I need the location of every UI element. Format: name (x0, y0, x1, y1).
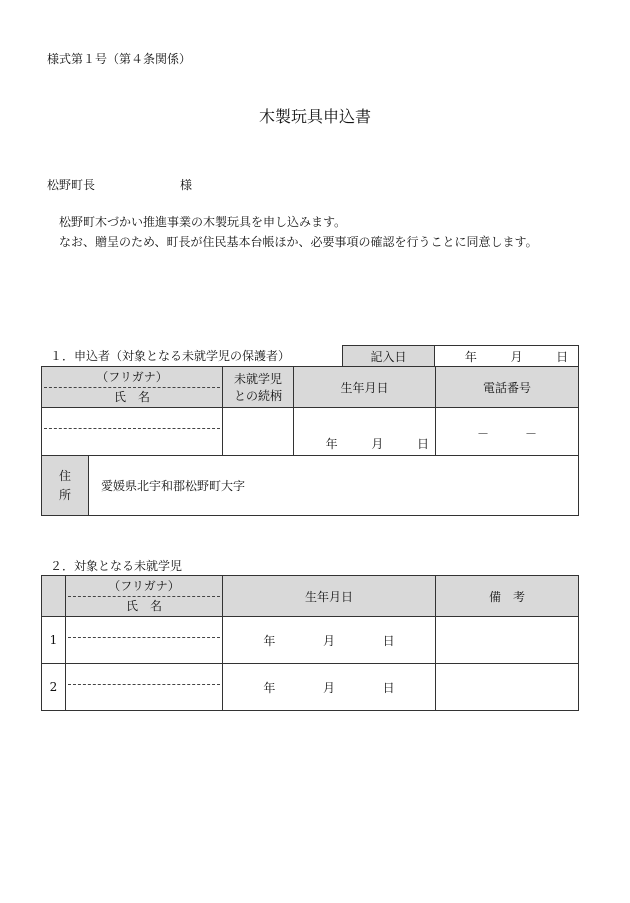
remarks-header: 備 考 (436, 576, 579, 617)
section1-title: １．申込者（対象となる未就学児の保護者） (50, 349, 291, 363)
child-name-field[interactable] (66, 664, 223, 711)
table-row (42, 664, 579, 711)
child-birth-month: 月 (322, 680, 335, 695)
address-value: 愛媛県北宇和郡松野町大字 (101, 479, 246, 493)
form-number: 様式第１号（第４条関係） (47, 52, 192, 66)
relation-label-line1: 未就学児 (233, 372, 282, 386)
relation-label-line2: との続柄 (233, 389, 282, 403)
applicant-birth-year: 年 (325, 437, 338, 451)
address-label-line1: 住 (58, 468, 71, 483)
child-birthdate-field[interactable] (223, 664, 436, 711)
child-birth-day: 日 (382, 633, 395, 648)
applicant-birth-day: 日 (416, 437, 429, 451)
child-birth-year: 年 (263, 680, 276, 695)
child-furigana-line (68, 664, 220, 685)
applicant-name-field[interactable] (42, 408, 223, 456)
applicant-name-header (42, 367, 223, 408)
address-label-line2: 所 (58, 487, 71, 502)
section2-title: ２．対象となる未就学児 (50, 559, 183, 573)
applicant-table (41, 366, 579, 516)
row-number: 1 (42, 617, 66, 664)
remarks-field[interactable] (436, 664, 579, 711)
entry-date-label: 記入日 (343, 346, 435, 367)
applicant-furigana-line (44, 408, 220, 429)
child-name-field[interactable] (66, 617, 223, 664)
child-birth-day: 日 (382, 680, 395, 695)
child-birthdate-header: 生年月日 (223, 576, 436, 617)
child-name-label: 氏 名 (125, 598, 162, 613)
relation-header (223, 367, 294, 408)
entry-date-field[interactable] (435, 346, 579, 367)
address-field[interactable] (89, 456, 579, 516)
child-furigana-line (68, 617, 220, 638)
remarks-field[interactable] (436, 617, 579, 664)
child-birth-month: 月 (322, 633, 335, 648)
birthdate-header: 生年月日 (294, 367, 436, 408)
table-row (42, 617, 579, 664)
child-birthdate-field[interactable] (223, 617, 436, 664)
document-title: 木製玩具申込書 (258, 107, 371, 126)
row-number: 2 (42, 664, 66, 711)
phone-separator: － － (476, 427, 537, 441)
phone-header: 電話番号 (436, 367, 579, 408)
applicant-birthdate-field[interactable] (294, 408, 436, 456)
entry-date-table (342, 345, 579, 367)
applicant-furigana-label: （フリガナ） (44, 368, 220, 388)
phone-field[interactable] (436, 408, 579, 456)
entry-date-year: 年 (464, 349, 477, 364)
entry-date-day: 日 (556, 349, 569, 364)
number-header (42, 576, 66, 617)
addressee (47, 176, 193, 193)
child-furigana-label: （フリガナ） (68, 577, 220, 597)
applicant-birth-month: 月 (371, 437, 384, 451)
child-birth-year: 年 (263, 633, 276, 648)
address-label (42, 456, 89, 516)
relation-field[interactable] (223, 408, 294, 456)
addressee-honorific: 様 (180, 178, 193, 192)
children-table (41, 575, 579, 711)
addressee-name: 松野町長 (47, 178, 96, 192)
body-paragraph-1: 松野町木づかい推進事業の木製玩具を申し込みます。 (59, 215, 347, 229)
body-text (47, 212, 577, 252)
entry-date-month: 月 (510, 349, 523, 364)
applicant-name-label: 氏 名 (113, 389, 150, 404)
body-paragraph-2: なお、贈呈のため、町長が住民基本台帳ほか、必要事項の確認を行うことに同意します。 (59, 235, 538, 249)
child-name-header (66, 576, 223, 617)
